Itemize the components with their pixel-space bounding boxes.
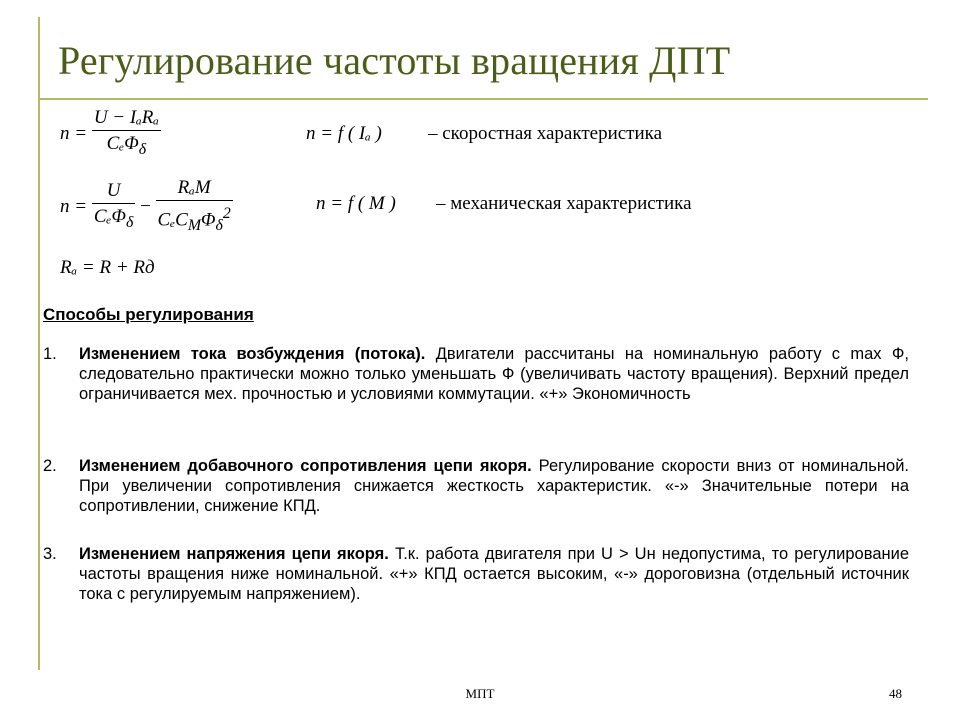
fraction-denominator xyxy=(92,204,135,236)
list-item-text xyxy=(79,456,909,516)
fraction-numerator: U − IₐRₐ xyxy=(92,106,161,131)
list-item xyxy=(43,544,909,604)
den-sub: δ xyxy=(215,217,223,235)
formula-lhs: n = xyxy=(60,122,88,144)
den-main: CₑC xyxy=(157,209,188,231)
footer-label: МПТ xyxy=(465,686,495,701)
fraction-denominator xyxy=(92,131,161,163)
list-item-body: Регулирование скорости вниз от номинальной. При увеличении сопротивления снижается жесткость характеристик. «-» Значительные потери на сопротивлении, снижение КПД. xyxy=(79,457,909,515)
mechanical-characteristic-label: – механическая характеристика xyxy=(436,193,692,214)
slide-title: Регулирование частоты вращения ДПТ xyxy=(58,38,731,83)
den-sup: 2 xyxy=(222,205,231,222)
formula-mechanical xyxy=(60,176,233,239)
list-item-heading: Изменением добавочного сопротивления цепи якоря. xyxy=(79,457,532,475)
fraction-numerator: U xyxy=(92,179,135,204)
den-main: CₑΦ xyxy=(106,133,139,154)
list-item xyxy=(43,344,909,404)
fraction-numerator: RₐM xyxy=(156,176,233,201)
section-title: Способы регулирования xyxy=(43,305,254,324)
fraction xyxy=(92,179,135,236)
fraction-denominator xyxy=(156,201,233,239)
den-sub: δ xyxy=(138,140,147,158)
list-item-text xyxy=(79,344,909,404)
speed-characteristic-label: – скоростная характеристика xyxy=(428,123,663,144)
den-sub: δ xyxy=(125,213,134,231)
den-phi: Φ xyxy=(201,209,216,231)
left-accent-bar xyxy=(38,17,40,670)
list-item-number: 1. xyxy=(43,345,57,363)
fraction xyxy=(92,106,161,163)
formula-speed xyxy=(60,106,161,163)
list-item xyxy=(43,456,909,516)
list-item-text xyxy=(79,544,909,604)
title-underline xyxy=(38,98,928,100)
speed-eq: n = f ( Iₐ ) xyxy=(306,123,382,144)
list-item-body: Двигатели рассчитаны на номинальную работу с max Ф, следовательно практически можно только уменьшать Ф (увеличивать частоту вращения). Верхний предел ограничивается мех. прочностью и условиями коммутации. «+» Экономичность xyxy=(79,345,909,403)
den-main: CₑΦ xyxy=(93,206,126,228)
list-item-heading: Изменением тока возбуждения (потока). xyxy=(79,345,426,363)
minus-sign: − xyxy=(140,195,151,217)
list-item-number: 2. xyxy=(43,457,57,475)
mech-eq: n = f ( M ) xyxy=(316,193,396,214)
formula-resistance: Rₐ = R + Rд xyxy=(60,257,155,278)
page-number: 48 xyxy=(889,686,902,701)
den-sub: M xyxy=(187,217,202,235)
formula-lhs: n = xyxy=(60,195,88,217)
list-item-number: 3. xyxy=(43,545,57,563)
list-item-body: Т.к. работа двигателя при U > Uн недопустима, то регулирование частоты вращения ниже номинальной. «+» КПД остается высоким, «-» дороговизна (отдельный источник тока с регулируемым напряжением). xyxy=(79,545,909,603)
fraction xyxy=(156,176,233,239)
list-item-heading: Изменением напряжения цепи якоря. xyxy=(79,545,389,563)
